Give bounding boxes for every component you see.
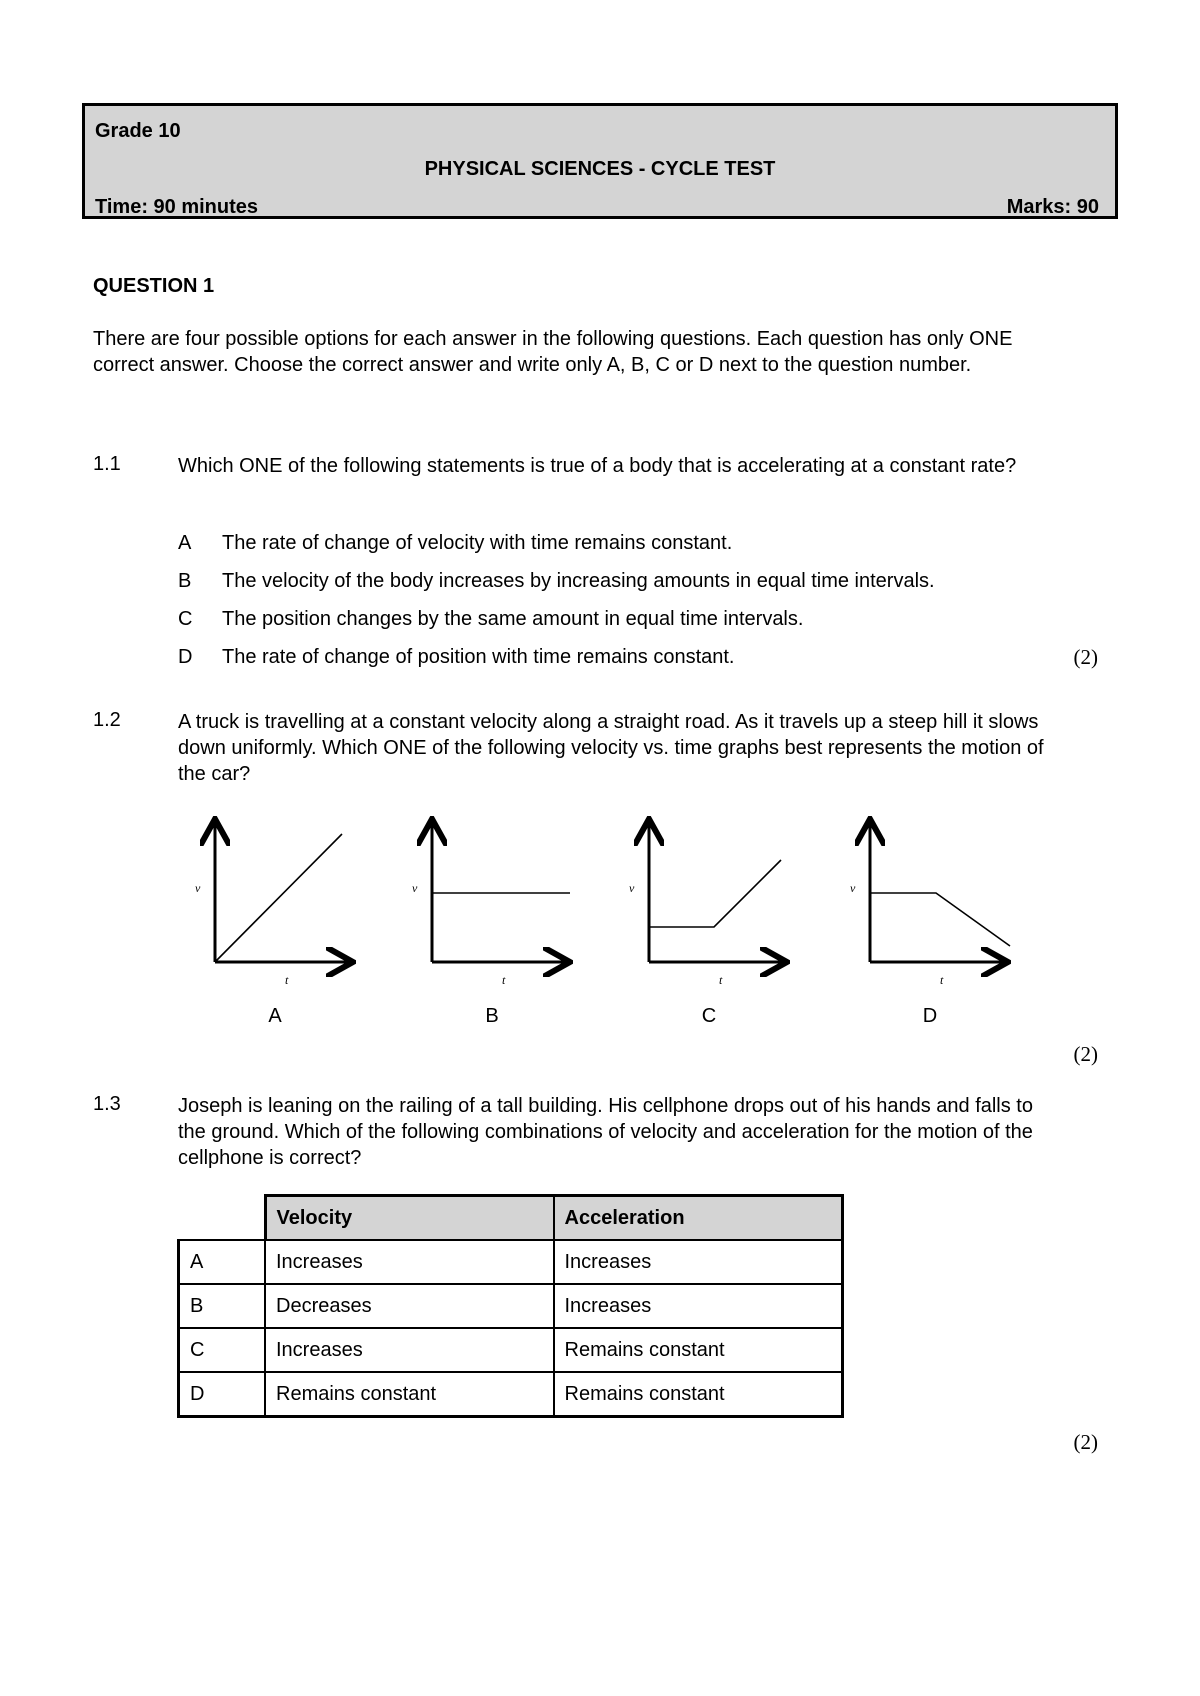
row-velocity: Remains constant bbox=[265, 1372, 554, 1417]
y-axis-label: v bbox=[850, 881, 856, 895]
x-axis-label: t bbox=[719, 973, 723, 987]
row-acceleration: Increases bbox=[554, 1240, 843, 1284]
graph-a-label: A bbox=[268, 1005, 282, 1027]
row-letter: C bbox=[179, 1328, 266, 1372]
y-axis-label: v bbox=[195, 881, 201, 895]
question-1-1-number: 1.1 bbox=[93, 453, 121, 475]
question-1-3-marks: (2) bbox=[1073, 1430, 1098, 1454]
option-text: The position changes by the same amount in equal time intervals. bbox=[222, 608, 804, 630]
row-acceleration: Remains constant bbox=[554, 1328, 843, 1372]
graph-d-label: D bbox=[922, 1005, 938, 1027]
table-row bbox=[179, 1284, 843, 1328]
graph-b-label: B bbox=[485, 1005, 499, 1027]
question-1-2-text: A truck is travelling at a constant velocity along a straight road. As it travels up a steep hill it slows down uniformly. Which ONE of the following velocity vs. time graphs best represents the motion of the car? bbox=[178, 711, 1044, 785]
graph-c-label: C bbox=[701, 1005, 717, 1027]
option-letter: D bbox=[178, 646, 193, 668]
marks-label: Marks: 90 bbox=[1006, 196, 1099, 218]
answer-table bbox=[177, 1194, 844, 1418]
table-row bbox=[179, 1328, 843, 1372]
test-header bbox=[82, 103, 1118, 219]
option-letter: C bbox=[178, 608, 193, 630]
row-acceleration: Increases bbox=[554, 1284, 843, 1328]
option-text: The rate of change of position with time remains constant. bbox=[222, 646, 735, 668]
question-1-3-number: 1.3 bbox=[93, 1093, 121, 1115]
table-header-row bbox=[179, 1196, 843, 1241]
option-text: The rate of change of velocity with time remains constant. bbox=[222, 532, 733, 554]
question-1-1-text: Which ONE of the following statements is true of a body that is accelerating at a constant rate? bbox=[178, 455, 1017, 477]
velocity-line bbox=[215, 834, 342, 962]
row-letter: A bbox=[179, 1240, 266, 1284]
table-header-acceleration: Acceleration bbox=[554, 1196, 843, 1241]
velocity-line bbox=[649, 860, 781, 927]
row-acceleration: Remains constant bbox=[554, 1372, 843, 1417]
table-row bbox=[179, 1240, 843, 1284]
table-row bbox=[179, 1372, 843, 1417]
graph-c bbox=[624, 812, 794, 992]
test-title: PHYSICAL SCIENCES - CYCLE TEST bbox=[424, 158, 776, 180]
question-1-1-marks: (2) bbox=[1073, 645, 1098, 669]
grade-label: Grade 10 bbox=[95, 120, 181, 142]
graph-a bbox=[190, 812, 360, 992]
time-label: Time: 90 minutes bbox=[95, 196, 259, 218]
row-velocity: Decreases bbox=[265, 1284, 554, 1328]
question-1-heading: QUESTION 1 bbox=[93, 275, 215, 297]
velocity-line bbox=[870, 893, 1010, 946]
graph-b bbox=[407, 812, 577, 992]
x-axis-label: t bbox=[502, 973, 506, 987]
row-velocity: Increases bbox=[265, 1240, 554, 1284]
question-1-instructions: There are four possible options for each answer in the following questions. Each question has only ONE correct answer. Choose the correct answer and write only A, B, C or D next to the question number. bbox=[93, 328, 1013, 376]
graph-d bbox=[845, 812, 1015, 992]
row-velocity: Increases bbox=[265, 1328, 554, 1372]
x-axis-label: t bbox=[940, 973, 944, 987]
y-axis-label: v bbox=[629, 881, 635, 895]
y-axis-label: v bbox=[412, 881, 418, 895]
row-letter: D bbox=[179, 1372, 266, 1417]
option-letter: B bbox=[178, 570, 192, 592]
row-letter: B bbox=[179, 1284, 266, 1328]
option-text: The velocity of the body increases by increasing amounts in equal time intervals. bbox=[222, 570, 935, 592]
question-1-2-number: 1.2 bbox=[93, 709, 121, 731]
option-letter: A bbox=[178, 532, 192, 554]
table-header-velocity: Velocity bbox=[265, 1196, 554, 1241]
x-axis-label: t bbox=[285, 973, 289, 987]
question-1-3-text: Joseph is leaning on the railing of a tall building. His cellphone drops out of his hands and falls to the ground. Which of the following combinations of velocity and acceleration for the motion of the cellphone is correct? bbox=[178, 1095, 1033, 1169]
question-1-2-marks: (2) bbox=[1073, 1042, 1098, 1066]
